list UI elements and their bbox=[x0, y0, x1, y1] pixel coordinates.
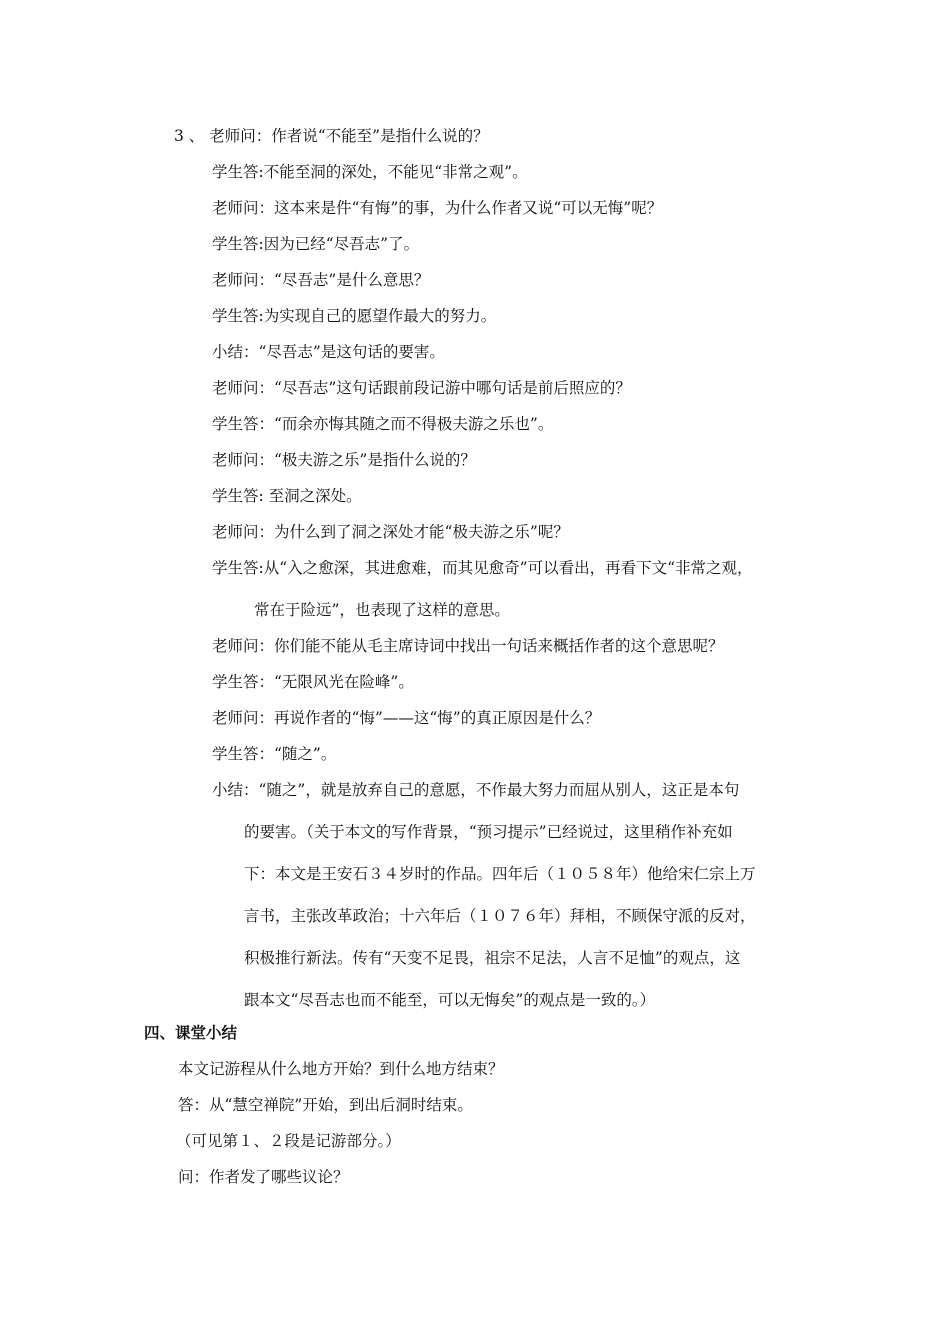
text-line: 老师问：你们能不能从毛主席诗词中找出一句话来概括作者的这个意思呢？ bbox=[212, 637, 724, 655]
text-line: （可见第１、２段是记游部分。） bbox=[176, 1132, 401, 1150]
text-line: 言书，主张改革政治；十六年后（１０７６年）拜相，不顾保守派的反对， bbox=[244, 907, 756, 925]
section-heading: 四、课堂小结 bbox=[144, 1024, 238, 1042]
text-line: 老师问：“极夫游之乐”是指什么说的？ bbox=[212, 451, 476, 469]
text-line: 学生答：“随之”。 bbox=[212, 745, 337, 763]
text-line: 下：本文是王安石３４岁时的作品。四年后（１０５８年）他给宋仁宗上万 bbox=[244, 865, 756, 883]
text-line: 答：从“慧空禅院”开始，到出后洞时结束。 bbox=[178, 1096, 473, 1114]
text-line: 老师问：为什么到了洞之深处才能“极夫游之乐”呢？ bbox=[212, 523, 569, 541]
text-line: 老师问：再说作者的“悔”——这“悔”的真正原因是什么？ bbox=[212, 709, 601, 727]
text-line: 本文记游程从什么地方开始？到什么地方结束？ bbox=[178, 1060, 504, 1078]
text-line: 跟本文“尽吾志也而不能至，可以无悔矣”的观点是一致的。） bbox=[244, 991, 656, 1009]
text-line: 学生答：“无限风光在险峰”。 bbox=[212, 673, 414, 691]
text-line: 学生答:不能至洞的深处，不能见“非常之观”。 bbox=[212, 163, 528, 181]
text-line: 问：作者发了哪些议论？ bbox=[178, 1168, 349, 1186]
text-line: 3 、 老师问：作者说“不能至”是指什么说的？ bbox=[174, 127, 489, 145]
text-line: 老师问：“尽吾志”这句话跟前段记游中哪句话是前后照应的？ bbox=[212, 379, 631, 397]
text-line: 老师问：“尽吾志”是什么意思？ bbox=[212, 271, 430, 289]
text-line: 老师问：这本来是件“有悔”的事，为什么作者又说“可以无悔”呢？ bbox=[212, 199, 663, 217]
text-line: 学生答:为实现自己的愿望作最大的努力。 bbox=[212, 307, 497, 325]
text-line: 积极推行新法。传有“天变不足畏，祖宗不足法，人言不足恤”的观点，这 bbox=[244, 949, 741, 967]
text-line: 学生答：“而余亦悔其随之而不得极夫游之乐也”。 bbox=[212, 415, 554, 433]
text-line: 常在于险远”，也表现了这样的意思。 bbox=[254, 601, 510, 619]
text-line: 小结：“随之”，就是放弃自己的意愿，不作最大努力而屈从别人，这正是本句 bbox=[212, 781, 740, 799]
text-line: 的要害。（关于本文的写作背景，“预习提示”已经说过，这里稍作补充如 bbox=[244, 823, 733, 841]
text-line: 学生答:因为已经“尽吾志”了。 bbox=[212, 235, 420, 253]
text-line: 小结：“尽吾志”是这句话的要害。 bbox=[212, 343, 445, 361]
text-line: 学生答:从“入之愈深，其进愈难，而其见愈奇”可以看出，再看下文“非常之观， bbox=[212, 559, 753, 577]
text-line: 学生答: 至洞之深处。 bbox=[212, 487, 362, 505]
